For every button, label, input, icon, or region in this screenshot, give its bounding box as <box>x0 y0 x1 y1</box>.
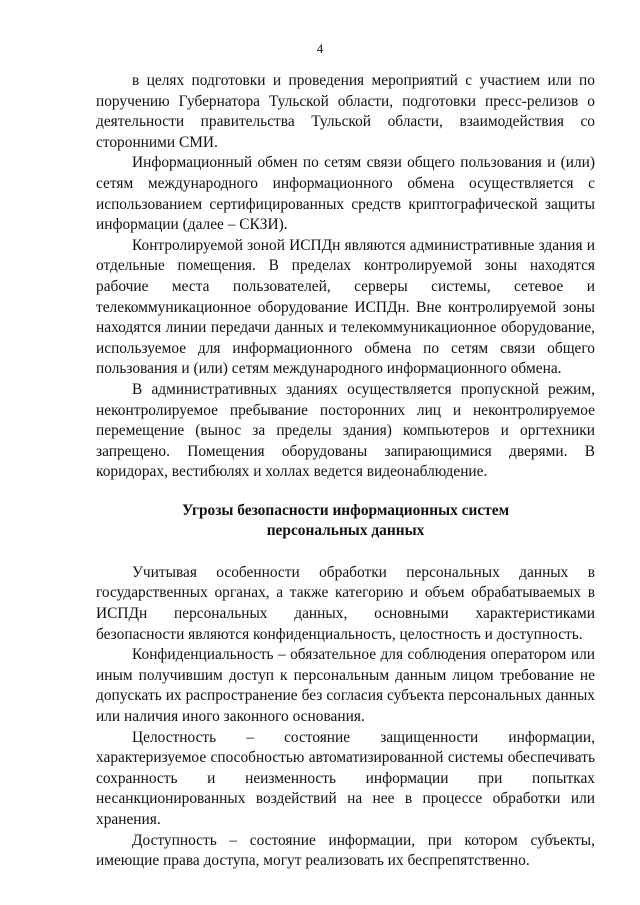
page-number: 4 <box>316 41 324 56</box>
paragraph-access-regime: В административных зданиях осуществляется пропускной режим, неконтролируемое пребывание посторонних лиц и неконтролируемое перемещение (вынос за пределы здания) компьютеров и оргтехники запрещено. Помещения оборудованы запирающимися дверями. В коридорах, вестибюлях и холлах ведется видеонаблюдение. <box>96 380 595 481</box>
section-heading-line-1: Угрозы безопасности информационных систем <box>181 501 510 519</box>
paragraph-media-purposes: в целях подготовки и проведения мероприятий с участием или по поручению Губернатора Тульской области, подготовки пресс-релизов о деятельности правительства Тульской области, взаимодействия со сторонними СМИ. <box>96 72 595 151</box>
section-heading <box>96 501 595 541</box>
paragraph-controlled-zone: Контролируемой зоной ИСПДн являются административные здания и отдельные помещения. В пределах контролируемой зоны находятся рабочие места пользователей, серверы системы, сетевое и телекоммуникационное оборудование ИСПДн. Вне контролируемой зоны находятся линии передачи данных и телекоммуникационное оборудование, используемое для информационного обмена по сетям связи общего пользования и (или) сетям международного информационного обмена. <box>96 236 595 378</box>
paragraph-confidentiality: Конфиденциальность – обязательное для соблюдения оператором или иным получившим доступ к персональным данным лицом требование не допускать их распространение без согласия субъекта персональных данных или наличия иного законного основания. <box>96 646 595 726</box>
paragraph-availability: Доступность – состояние информации, при котором субъекты, имеющие права доступа, могут реализовать их беспрепятственно. <box>96 831 595 870</box>
paragraph-information-exchange: Информационный обмен по сетям связи общего пользования и (или) сетям международного информационного обмена осуществляется с использованием сертифицированных средств криптографической защиты информации (далее – СКЗИ). <box>96 154 595 234</box>
section-heading-line-2: персональных данных <box>266 521 425 539</box>
document-body <box>96 71 595 872</box>
paragraph-integrity: Целостность – состояние защищенности информации, характеризуемое способностью автоматизированной системы обеспечивать сохранность и неизменность информации при попытках несанкционированных воздействий на нее в процессе обработки или хранения. <box>96 728 595 828</box>
paragraph-security-characteristics: Учитывая особенности обработки персональных данных в государственных органах, а также категорию и объем обрабатываемых в ИСПДн персональных данных, основными характеристиками безопасности являются конфиденциальность, целостность и доступность. <box>96 563 595 643</box>
